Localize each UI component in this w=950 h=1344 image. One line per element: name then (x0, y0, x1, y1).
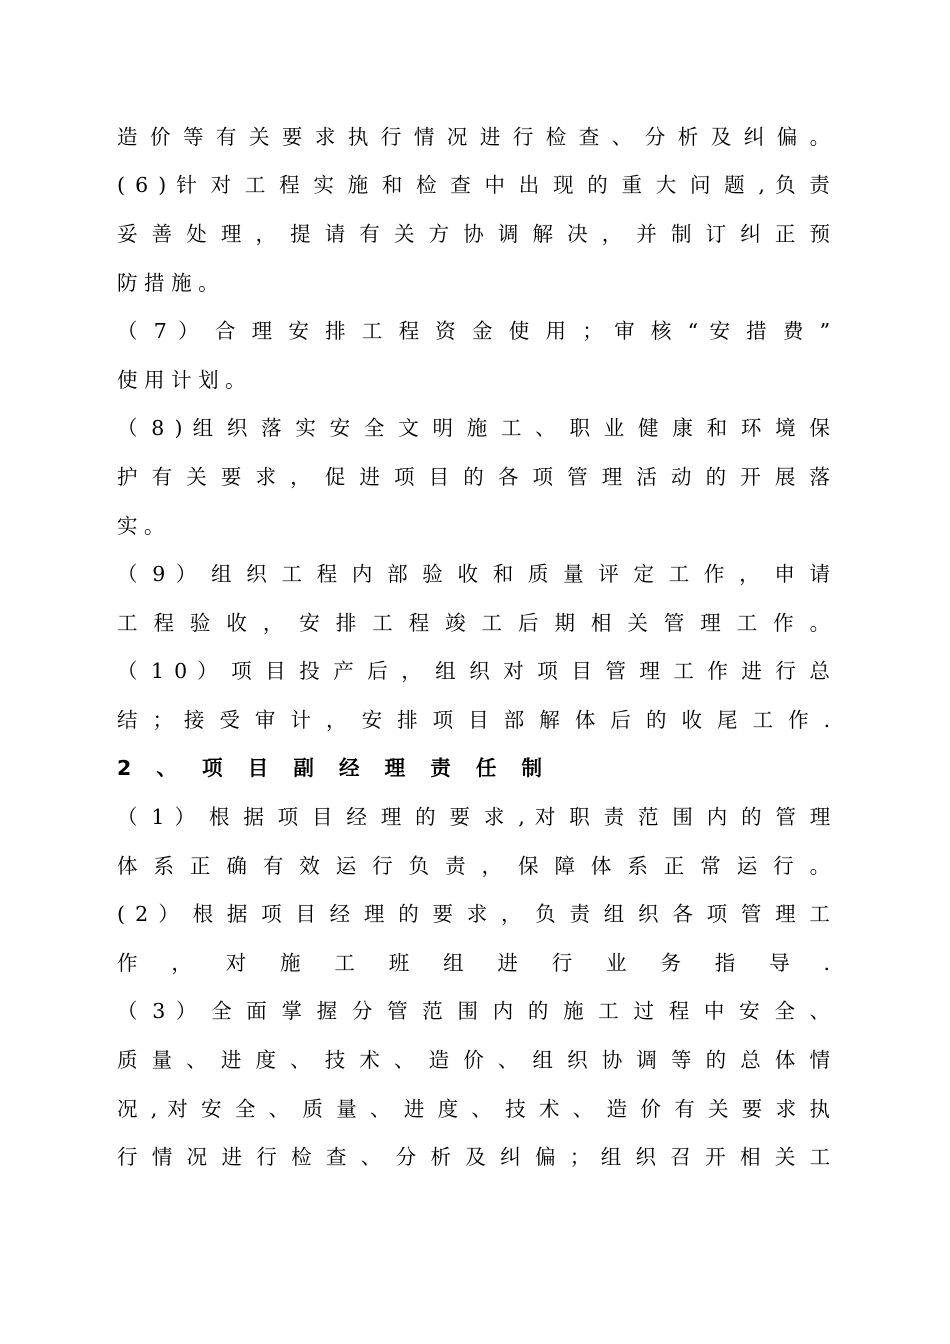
body-line-12: （ 1 0 ） 项 目 投 产 后 ， 组 织 对 项 目 管 理 工 作 进 行 总 (117, 659, 830, 683)
body-line-3: 妥 善 处 理 ， 提 请 有 关 方 协 调 解 决 ， 并 制 订 纠 正 预 (117, 222, 830, 246)
body-line-19: （ 3 ） 全 面 掌 握 分 管 范 围 内 的 施 工 过 程 中 安 全 、 (117, 999, 830, 1023)
body-line-8: 护 有 关 要 求 ， 促 进 项 目 的 各 项 管 理 活 动 的 开 展 落 (117, 465, 830, 489)
body-line-21: 况 , 对 安 全 、 质 量 、 进 度 、 技 术 、 造 价 有 关 要 求 执 (117, 1097, 830, 1121)
body-line-5: （ 7 ） 合 理 安 排 工 程 资 金 使 用 ； 审 核 “ 安 措 费 ” (117, 319, 830, 343)
body-line-18: 作 ， 对 施 工 班 组 进 行 业 务 指 导 . (117, 951, 830, 975)
body-line-17: ( 2 ） 根 据 项 目 经 理 的 要 求 ， 负 责 组 织 各 项 管 理 工 (117, 902, 830, 926)
body-line-16: 体 系 正 确 有 效 运 行 负 责 ， 保 障 体 系 正 常 运 行 。 (117, 854, 830, 878)
body-line-10: （ 9 ） 组 织 工 程 内 部 验 收 和 质 量 评 定 工 作 ， 申 请 (117, 562, 830, 586)
body-line-6: 使 用 计 划 。 (117, 368, 246, 392)
body-line-22: 行 情 况 进 行 检 查 、 分 析 及 纠 偏 ； 组 织 召 开 相 关 工 (117, 1145, 830, 1169)
body-line-2: ( 6 ) 针 对 工 程 实 施 和 检 查 中 出 现 的 重 大 问 题 , 负 责 (117, 173, 830, 197)
body-line-1: 造 价 等 有 关 要 求 执 行 情 况 进 行 检 查 、 分 析 及 纠 偏 。 (117, 125, 830, 149)
body-line-20: 质 量 、 进 度 、 技 术 、 造 价 、 组 织 协 调 等 的 总 体 情 (117, 1048, 830, 1072)
body-line-4: 防 措 施 。 (117, 271, 219, 295)
section-heading: 2 、 项 目 副 经 理 责 任 制 (117, 756, 552, 780)
body-line-11: 工 程 验 收 ， 安 排 工 程 竣 工 后 期 相 关 管 理 工 作 。 (117, 611, 830, 635)
body-line-15: （ 1 ） 根 据 项 目 经 理 的 要 求 , 对 职 责 范 围 内 的 管 理 (117, 805, 830, 829)
body-line-7: （ 8 ) 组 织 落 实 安 全 文 明 施 工 、 职 业 健 康 和 环 境 保 (117, 416, 830, 440)
body-line-13: 结 ； 接 受 审 计 ， 安 排 项 目 部 解 体 后 的 收 尾 工 作 . (117, 708, 830, 732)
body-line-9: 实 。 (117, 514, 165, 538)
